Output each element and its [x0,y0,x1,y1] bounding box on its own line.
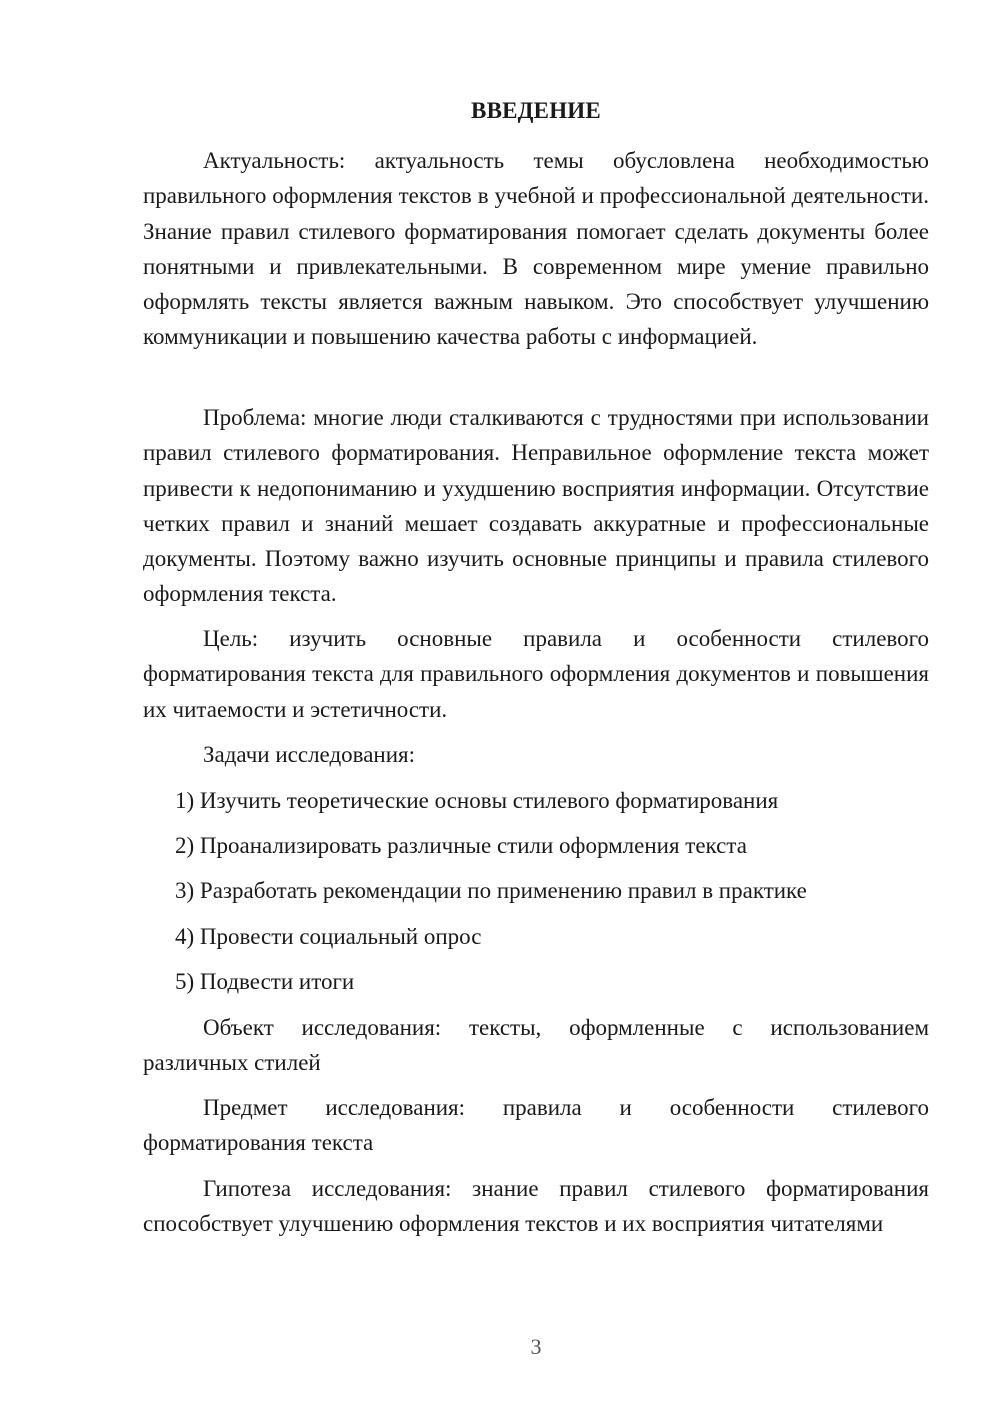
paragraph-goal: Цель: изучить основные правила и особенности стилевого форматирования текста для правильного оформления документов и повышения их читаемости и эстетичности. [143,626,929,722]
task-list-item-2: 2) Проанализировать различные стили оформления текста [175,833,747,858]
paragraph-problem: Проблема: многие люди сталкиваются с трудностями при использовании правил стилевого форматирования. Неправильное оформление текста может привести к недопониманию и ухудшению восприятия информации. Отсутствие четких правил и знаний мешает создавать аккуратные и профессиональные документы. Поэтому важно изучить основные принципы и правила стилевого оформления текста. [143,405,929,607]
task-list-item-1: 1) Изучить теоретические основы стилевого форматирования [175,788,779,813]
tasks-heading: Задачи исследования: [203,742,416,767]
task-list-item-4: 4) Провести социальный опрос [175,924,482,949]
section-title: ВВЕДЕНИЕ [471,98,601,123]
paragraph-relevance: Актуальность: актуальность темы обусловлена необходимостью правильного оформления текстов в учебной и профессиональной деятельности. Знание правил стилевого форматирования помогает сделать документы более понятными и привлекательными. В современном мире умение правильно оформлять тексты является важным навыком. Это способствует улучшению коммуникации и повышению качества работы с информацией. [143,148,929,350]
paragraph-subject: Предмет исследования: правила и особенности стилевого форматирования текста [143,1095,929,1156]
paragraph-object: Объект исследования: тексты, оформленные с использованием различных стилей [143,1015,929,1076]
page-number: 3 [530,1334,542,1359]
task-list-item-3: 3) Разработать рекомендации по применению правил в практике [175,878,807,903]
paragraph-hypothesis: Гипотеза исследования: знание правил стилевого форматирования способствует улучшению оформления текстов и их восприятия читателями [143,1176,929,1237]
task-list-item-5: 5) Подвести итоги [175,969,355,994]
